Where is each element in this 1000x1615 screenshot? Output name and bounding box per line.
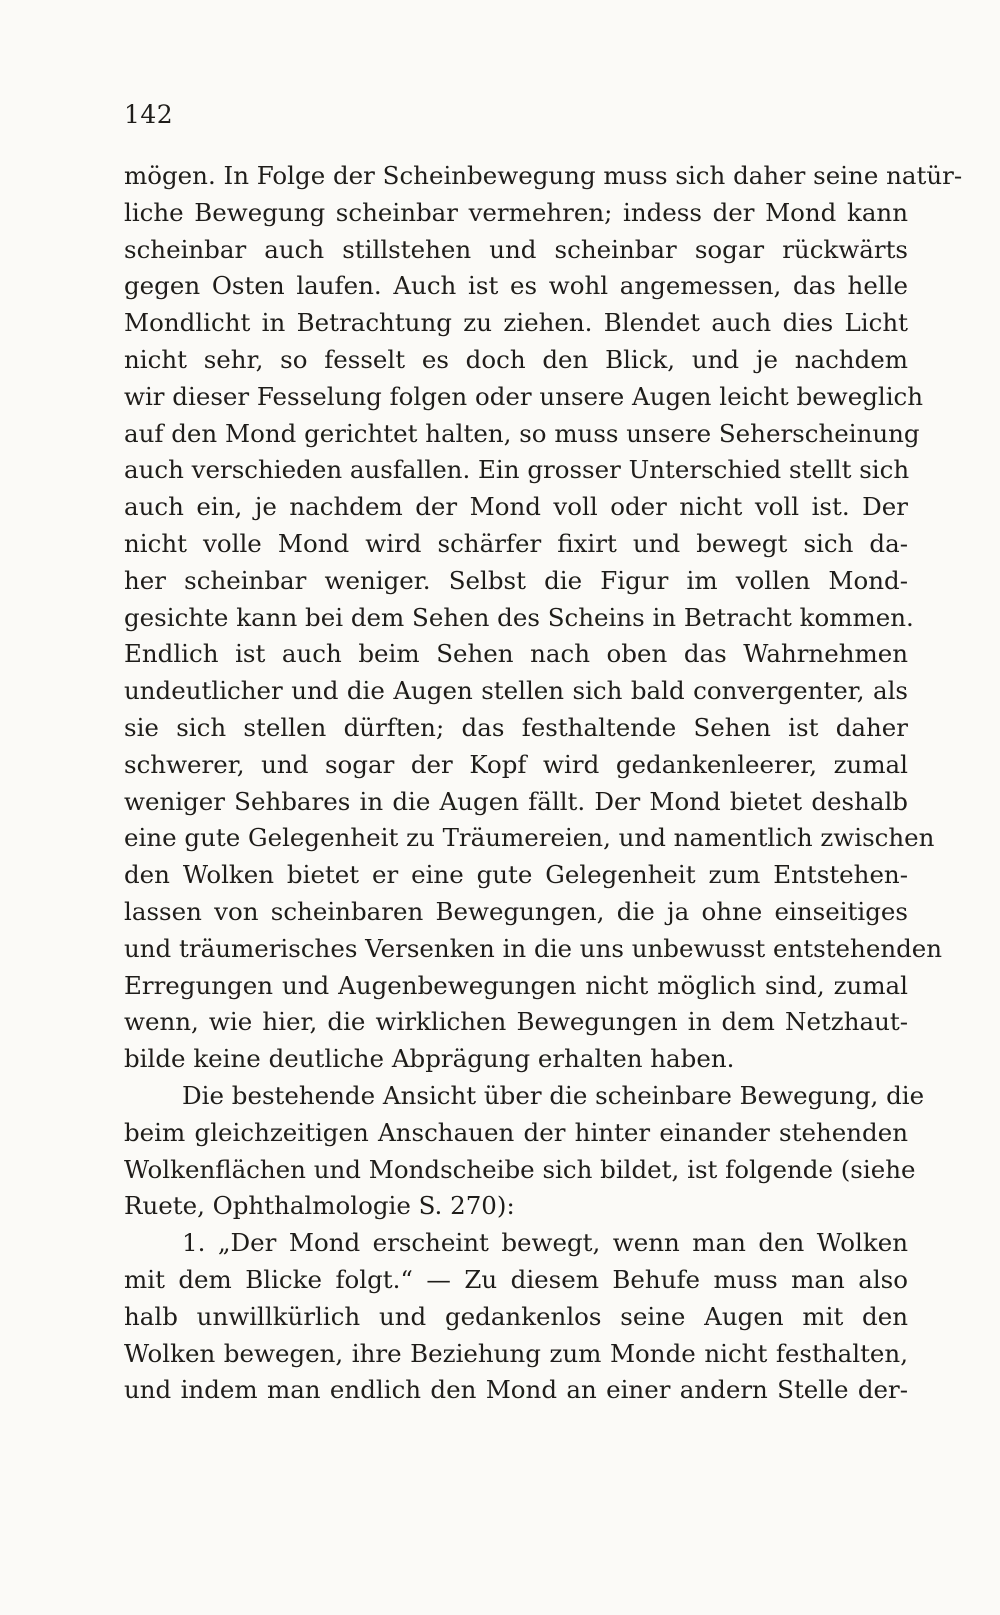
text-line: wir dieser Fesselung folgen oder unsere Augen leicht beweglich	[124, 381, 924, 411]
text-line: scheinbar auch stillstehen und scheinbar sogar rückwärts	[124, 234, 908, 264]
paragraph-start-line: Die bestehende Ansicht über die scheinbare Bewegung, die	[182, 1080, 925, 1110]
text-line: Endlich ist auch beim Sehen nach oben das Wahrnehmen	[124, 639, 908, 669]
text-line: Wolken bewegen, ihre Beziehung zum Monde nicht festhalten,	[124, 1338, 908, 1368]
text-line: gegen Osten laufen. Auch ist es wohl angemessen, das helle	[124, 271, 908, 301]
text-line: auch verschieden ausfallen. Ein grosser Unterschied stellt sich	[124, 455, 910, 485]
text-line: mit dem Blicke folgt.“ — Zu diesem Behufe muss man also	[124, 1264, 908, 1294]
page-number: 142	[124, 100, 174, 129]
text-line: gesichte kann bei dem Sehen des Scheins in Betracht kommen.	[124, 602, 914, 632]
text-line: nicht volle Mond wird schärfer fixirt und bewegt sich da-	[124, 528, 908, 558]
text-line: auf den Mond gerichtet halten, so muss unsere Seherscheinung	[124, 418, 920, 448]
text-line: beim gleichzeitigen Anschauen der hinter einander stehenden	[124, 1117, 908, 1147]
body-text	[124, 158, 963, 1409]
text-line: Mondlicht in Betrachtung zu ziehen. Blendet auch dies Licht	[124, 308, 908, 338]
text-line: weniger Sehbares in die Augen fällt. Der Mond bietet deshalb	[124, 786, 908, 816]
text-line: sie sich stellen dürften; das festhaltende Sehen ist daher	[124, 712, 908, 742]
text-line: wenn, wie hier, die wirklichen Bewegungen in dem Netzhaut-	[124, 1007, 908, 1037]
text-line: liche Bewegung scheinbar vermehren; indess der Mond kann	[124, 197, 908, 227]
text-line: eine gute Gelegenheit zu Träumereien, und namentlich zwischen	[124, 823, 935, 853]
text-line: und träumerisches Versenken in die uns unbewusst entstehenden	[124, 933, 943, 963]
text-line: nicht sehr, so fesselt es doch den Blick, und je nachdem	[124, 344, 908, 374]
text-line: mögen. In Folge der Scheinbewegung muss sich daher seine natür-	[124, 161, 963, 190]
text-line: undeutlicher und die Augen stellen sich bald convergenter, als	[124, 676, 908, 706]
text-line: auch ein, je nachdem der Mond voll oder nicht voll ist. Der	[124, 492, 908, 522]
paragraph-end-line: bilde keine deutliche Abprägung erhalten haben.	[124, 1044, 735, 1074]
text-line: her scheinbar weniger. Selbst die Figur im vollen Mond-	[124, 565, 908, 595]
numbered-item-line: 1. „Der Mond erscheint bewegt, wenn man den Wolken	[182, 1228, 908, 1258]
text-line: schwerer, und sogar der Kopf wird gedankenleerer, zumal	[124, 749, 908, 779]
text-line: den Wolken bietet er eine gute Gelegenheit zum Entstehen-	[124, 860, 908, 890]
text-line: halb unwillkürlich und gedankenlos seine Augen mit den	[124, 1301, 908, 1331]
text-line: lassen von scheinbaren Bewegungen, die ja ohne einseitiges	[124, 896, 908, 926]
text-line: und indem man endlich den Mond an einer andern Stelle der-	[124, 1375, 908, 1405]
paragraph-end-line: Ruete, Ophthalmologie S. 270):	[124, 1191, 515, 1221]
text-line: Wolkenflächen und Mondscheibe sich bildet, ist folgende (siehe	[124, 1154, 916, 1184]
text-line: Erregungen und Augenbewegungen nicht möglich sind, zumal	[124, 970, 908, 1000]
